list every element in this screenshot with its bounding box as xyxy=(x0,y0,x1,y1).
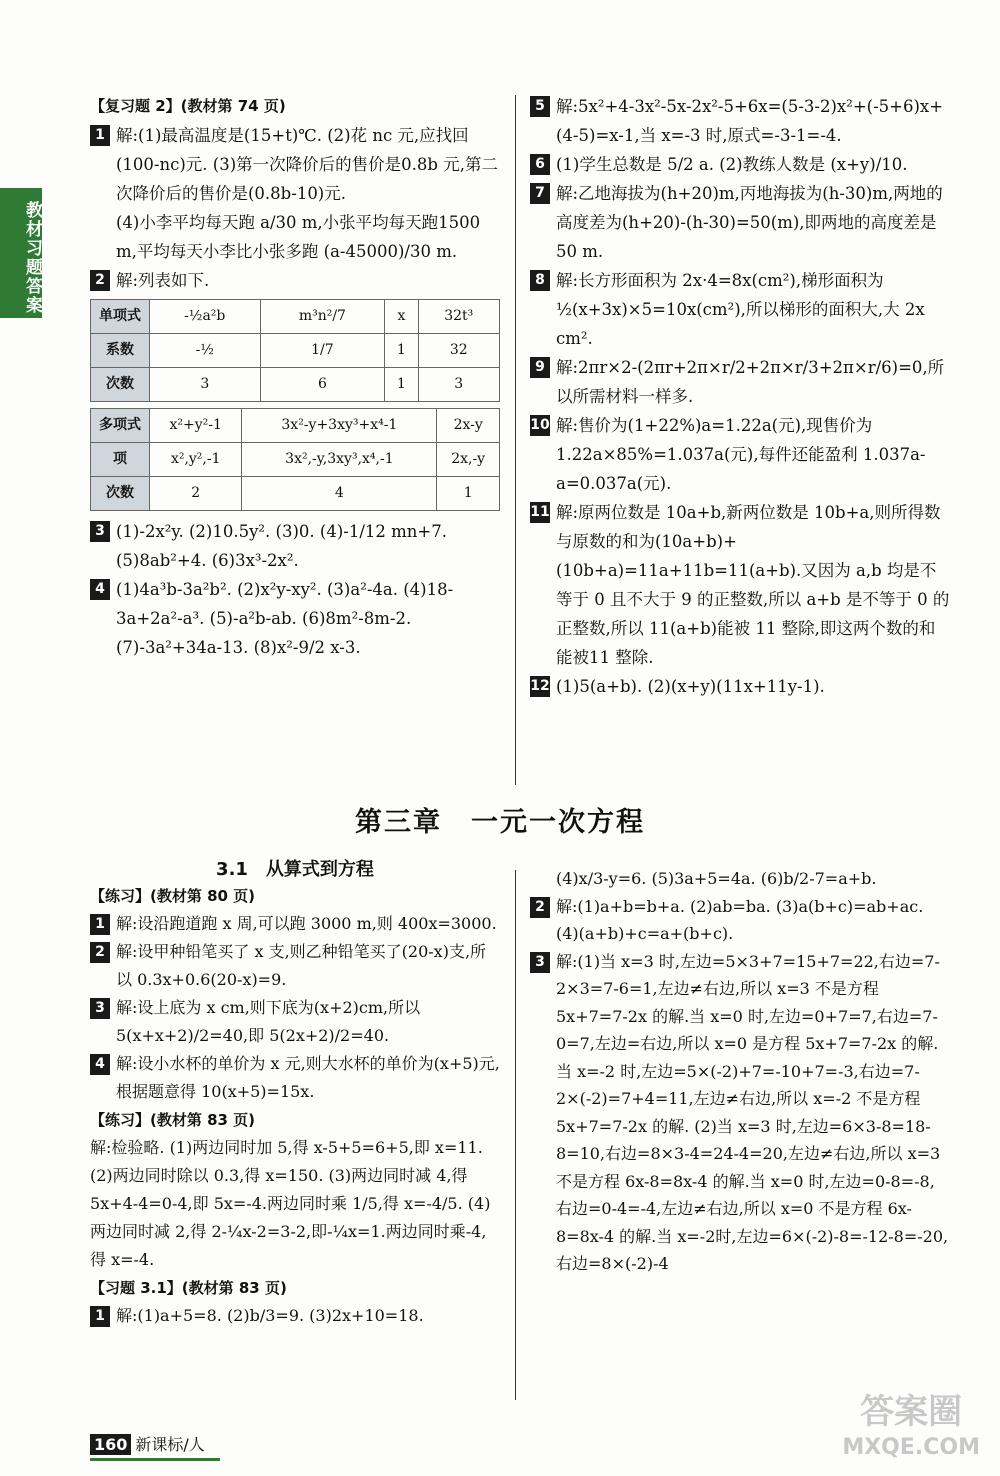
answer-item xyxy=(530,266,950,353)
question-number: 8 xyxy=(530,270,550,291)
question-number: 2 xyxy=(530,897,550,918)
table-cell: 2x-y xyxy=(437,409,500,443)
answer-item xyxy=(90,938,500,994)
review-header: 【复习题 2】(教材第 74 页) xyxy=(90,97,286,115)
answer-text: 解:原两位数是 10a+b,新两位数是 10b+a,则所得数与原数的和为(10a+b)+(10b+a)=11a+11b=11(a+b).又因为 a,b 均是不等于 0 且不大于 9 的正整数,所以 a+b 是不等于 0 的正整数,所以 11(a+b)能被 11 整除,即这两个数的和能被11 整除. xyxy=(556,503,950,667)
answer-item xyxy=(530,150,950,179)
row-header: 项 xyxy=(91,443,150,477)
table-cell: 1 xyxy=(437,477,500,511)
table-row xyxy=(91,409,500,443)
table-cell: 32 xyxy=(418,334,499,368)
left-top-column xyxy=(90,92,500,662)
right-bottom-column xyxy=(530,865,950,1278)
table-cell: 4 xyxy=(242,477,437,511)
question-number: 1 xyxy=(90,914,110,935)
left-top-items-after xyxy=(90,517,500,662)
answer-item xyxy=(530,948,950,1278)
watermark-line1: 答案圈 xyxy=(860,1392,963,1432)
question-number: 3 xyxy=(90,998,110,1019)
question-number: 2 xyxy=(90,270,110,291)
watermark-logo xyxy=(842,1394,980,1466)
practice-83-text: 解:检验略. (1)两边同时加 5,得 x-5+5=6+5,即 x=11. (2)两边同时除以 0.3,得 x=150. (3)两边同时减 4,得 5x+4-4=0-4,即 5x=-4.两边同时乘 1/5,得 x=-4/5. (4)两边同时减 2,得 2-¼x-2=3-2,即-¼x=1.两边同时乘-4,得 x=-4. xyxy=(90,1138,491,1269)
answer-item xyxy=(530,353,950,411)
question-number: 2 xyxy=(90,942,110,963)
question-number: 10 xyxy=(530,415,550,436)
row-header: 多项式 xyxy=(91,409,150,443)
answer-item xyxy=(90,1302,500,1330)
left-bottom-column xyxy=(90,882,500,1330)
table-cell: 2x,-y xyxy=(437,443,500,477)
right-bottom-lead: (4)x/3-y=6. (5)3a+5=4a. (6)b/2-7=a+b. xyxy=(556,869,877,888)
table-cell: 2 xyxy=(150,477,242,511)
answer-text: (4)小李平均每天跑 a/30 m,小张平均每天跑1500 m,平均每天小李比小张多跑 (a-45000)/30 m. xyxy=(116,213,481,261)
answer-item xyxy=(530,498,950,672)
polynomial-table xyxy=(90,408,500,511)
watermark-line2: MXQE.COM xyxy=(842,1435,980,1460)
table-cell: 3x²,-y,3xy³,x⁴,-1 xyxy=(242,443,437,477)
answer-text: 解:(1)最高温度是(15+t)℃. (2)花 nc 元,应找回(100-nc)元. (3)第一次降价后的售价是0.8b 元,第二次降价后的售价是(0.8b-10)元. xyxy=(116,126,498,203)
table-cell: 32t³ xyxy=(418,300,499,334)
question-number: 3 xyxy=(530,952,550,973)
practice-header-83: 【练习】(教材第 83 页) xyxy=(90,1111,256,1129)
answer-text: 解:长方形面积为 2x·4=8x(cm²),梯形面积为 ½(x+3x)×5=10x(cm²),所以梯形的面积大,大 2x cm². xyxy=(556,271,925,348)
table-row xyxy=(91,368,500,402)
answer-text: 解:5x²+4-3x²-5x-2x²-5+6x=(5-3-2)x²+(-5+6)x+(4-5)=x-1,当 x=-3 时,原式=-3-1=-4. xyxy=(556,97,944,145)
row-header: 系数 xyxy=(91,334,150,368)
answer-item xyxy=(530,672,950,701)
monomial-table xyxy=(90,299,500,402)
table-cell: x xyxy=(385,300,418,334)
table-row xyxy=(91,334,500,368)
answer-item xyxy=(90,1050,500,1106)
left-top-items xyxy=(90,121,500,295)
row-header: 单项式 xyxy=(91,300,150,334)
table-cell: 1 xyxy=(385,368,418,402)
answer-item xyxy=(530,179,950,266)
answer-item xyxy=(90,910,500,938)
table-cell: -½a²b xyxy=(150,300,261,334)
exercise-header: 【习题 3.1】(教材第 83 页) xyxy=(90,1279,287,1297)
table-cell: -½ xyxy=(150,334,261,368)
column-divider xyxy=(515,95,516,785)
answer-item xyxy=(90,121,500,266)
table-cell: 6 xyxy=(260,368,385,402)
right-bottom-items xyxy=(530,893,950,1278)
answer-text: (1)5(a+b). (2)(x+y)(11x+11y-1). xyxy=(556,677,825,696)
answer-item xyxy=(90,517,500,575)
question-number: 1 xyxy=(90,1306,110,1327)
table-cell: 1 xyxy=(385,334,418,368)
answer-item xyxy=(90,575,500,662)
question-number: 12 xyxy=(530,676,550,697)
row-header: 次数 xyxy=(91,477,150,511)
answer-text: 解:乙地海拔为(h+20)m,丙地海拔为(h-30)m,两地的高度差为(h+20)-(h-30)=50(m),即两地的高度差是 50 m. xyxy=(556,184,943,261)
answer-item xyxy=(530,893,950,948)
answer-text: 解:(1)a+5=8. (2)b/3=9. (3)2x+10=18. xyxy=(116,1306,424,1325)
answer-text: 解:2πr×2-(2πr+2π×r/2+2π×r/3+2π×r/6)=0,所以所需材料一样多. xyxy=(556,358,945,406)
table-cell: 3x²-y+3xy³+x⁴-1 xyxy=(242,409,437,443)
question-number: 11 xyxy=(530,502,550,523)
answer-item xyxy=(530,411,950,498)
footer-rule xyxy=(90,1458,220,1461)
answer-text: 解:设小水杯的单价为 x 元,则大水杯的单价为(x+5)元,根据题意得 10(x+5)=15x. xyxy=(116,1054,500,1101)
practice-header-80: 【练习】(教材第 80 页) xyxy=(90,887,256,905)
answer-text: 解:设甲种铅笔买了 x 支,则乙种铅笔买了(20-x)支,所以 0.3x+0.6(20-x)=9. xyxy=(116,942,487,989)
question-number: 5 xyxy=(530,96,550,117)
question-number: 1 xyxy=(90,125,110,146)
table-cell: x²,y²,-1 xyxy=(150,443,242,477)
question-number: 4 xyxy=(90,1054,110,1075)
exercise-items xyxy=(90,1302,500,1330)
answer-text: 解:列表如下. xyxy=(116,271,210,290)
chapter-title: 第三章 一元一次方程 xyxy=(355,807,645,838)
answer-item xyxy=(90,266,500,295)
table-row xyxy=(91,443,500,477)
practice-80-items xyxy=(90,910,500,1106)
question-number: 9 xyxy=(530,357,550,378)
page-number: 160 xyxy=(90,1434,131,1455)
answer-text: (1)4a³b-3a²b². (2)x²y-xy². (3)a²-4a. (4)18-3a+2a²-a³. (5)-a²b-ab. (6)8m²-8m-2. (7)-3a²+34a-13. (8)x²-9/2 x-3. xyxy=(116,580,454,657)
side-tab: 教材习题答案 xyxy=(0,188,42,318)
table-cell: m³n²/7 xyxy=(260,300,385,334)
answer-text: 解:(1)当 x=3 时,左边=5×3+7=15+7=22,右边=7-2×3=7-6=1,左边≠右边,所以 x=3 不是方程 5x+7=7-2x 的解.当 x=0 时,左边=0+7=7,右边=7-0=7,左边=右边,所以 x=0 是方程 5x+7=7-2x 的解.当 x=-2 时,左边=5×(-2)+7=-10+7=-3,右边=7-2×(-2)=7+4=11,左边≠右边,所以 x=-2 不是方程 5x+7=7-2x 的解. (2)当 x=3 时,左边=6×3-8=18-8=10,右边=8×3-4=24-4=20,左边≠右边,所以 x=3 不是方程 6x-8=8x-4 的解.当 x=0 时,左边=0-8=-8,右边=0-4=-4,左边≠右边,所以 x=0 不是方程 6x-8=8x-4 的解.当 x=-2时,左边=6×(-2)-8=-12-8=-20,右边=8×(-2)-4 xyxy=(556,951,949,1273)
row-header: 次数 xyxy=(91,368,150,402)
answer-text: (1)学生总数是 5/2 a. (2)教练人数是 (x+y)/10. xyxy=(556,155,908,174)
answer-text: 解:(1)a+b=b+a. (2)ab=ba. (3)a(b+c)=ab+ac. (4)(a+b)+c=a+(b+c). xyxy=(556,896,924,943)
answer-item xyxy=(530,92,950,150)
answer-item xyxy=(90,994,500,1050)
page-footer xyxy=(90,1432,205,1455)
section-title: 3.1 从算式到方程 xyxy=(216,859,374,880)
question-number: 6 xyxy=(530,154,550,175)
answer-text: (1)-2x²y. (2)10.5y². (3)0. (4)-1/12 mn+7. (5)8ab²+4. (6)3x³-2x². xyxy=(116,522,447,570)
answer-text: 解:设上底为 x cm,则下底为(x+2)cm,所以 5(x+x+2)/2=40,即 5(2x+2)/2=40. xyxy=(116,998,421,1045)
question-number: 4 xyxy=(90,579,110,600)
table-cell: 3 xyxy=(418,368,499,402)
table-row xyxy=(91,300,500,334)
column-divider-bottom xyxy=(515,870,516,1400)
table-cell: x²+y²-1 xyxy=(150,409,242,443)
answer-text: 解:售价为(1+22%)a=1.22a(元),现售价为1.22a×85%=1.037a(元),每件还能盈利 1.037a-a=0.037a(元). xyxy=(556,416,926,493)
edition-label: 新课标/人 xyxy=(135,1435,205,1454)
table-cell: 3 xyxy=(150,368,261,402)
table-row xyxy=(91,477,500,511)
answer-text: 解:设沿跑道跑 x 周,可以跑 3000 m,则 400x=3000. xyxy=(116,914,497,933)
right-top-column xyxy=(530,92,950,701)
table-cell: 1/7 xyxy=(260,334,385,368)
question-number: 3 xyxy=(90,521,110,542)
question-number: 7 xyxy=(530,183,550,204)
